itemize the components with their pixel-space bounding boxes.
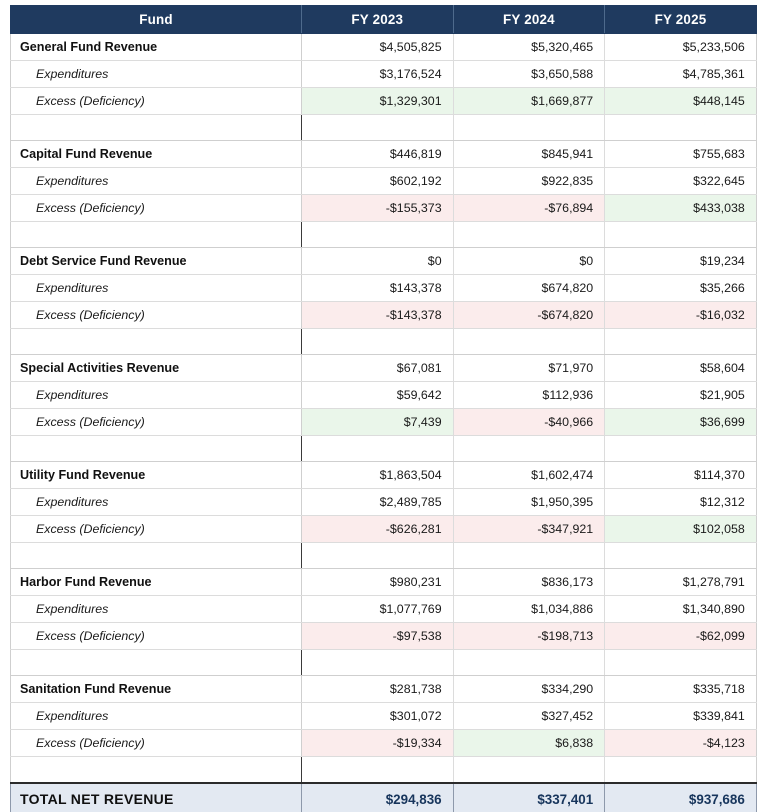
value-cell-fy2023[interactable]: $143,378 [302, 275, 454, 302]
value-cell-fy2024[interactable]: $334,290 [453, 676, 605, 703]
column-header-fund[interactable]: Fund [11, 6, 302, 34]
sub-row [11, 275, 757, 302]
value-cell-fy2024[interactable]: $1,669,877 [453, 88, 605, 115]
spacer-label-cell [11, 650, 302, 676]
table-body [11, 34, 757, 812]
spacer-row [11, 650, 757, 676]
spacer-value-cell [453, 650, 605, 676]
fund-row [11, 462, 757, 489]
spacer-value-cell [302, 329, 454, 355]
total-net-revenue-row [11, 783, 757, 812]
value-cell-fy2025[interactable]: $21,905 [605, 382, 757, 409]
sub-row [11, 596, 757, 623]
value-cell-fy2024[interactable]: $71,970 [453, 355, 605, 382]
value-cell-fy2025[interactable]: $102,058 [605, 516, 757, 543]
value-cell-fy2024[interactable]: $836,173 [453, 569, 605, 596]
value-cell-fy2023[interactable]: $3,176,524 [302, 61, 454, 88]
value-cell-fy2023[interactable]: -$19,334 [302, 730, 454, 757]
column-header-fy-2023[interactable]: FY 2023 [302, 6, 454, 34]
spacer-value-cell [302, 222, 454, 248]
value-cell-fy2024[interactable]: -$198,713 [453, 623, 605, 650]
value-cell-fy2024[interactable]: $5,320,465 [453, 34, 605, 61]
spacer-value-cell [605, 115, 757, 141]
value-cell-fy2024[interactable]: $6,838 [453, 730, 605, 757]
sub-row [11, 168, 757, 195]
value-cell-fy2025[interactable]: $35,266 [605, 275, 757, 302]
spacer-value-cell [302, 543, 454, 569]
value-cell-fy2025[interactable]: $448,145 [605, 88, 757, 115]
row-label[interactable]: Excess (Deficiency) [11, 623, 302, 650]
row-label[interactable]: Excess (Deficiency) [11, 409, 302, 436]
value-cell-fy2024[interactable]: $3,650,588 [453, 61, 605, 88]
value-cell-fy2023[interactable]: $1,863,504 [302, 462, 454, 489]
sub-row [11, 703, 757, 730]
spacer-value-cell [453, 757, 605, 784]
row-label[interactable]: Excess (Deficiency) [11, 88, 302, 115]
value-cell-fy2025[interactable]: $1,340,890 [605, 596, 757, 623]
spacer-value-cell [605, 543, 757, 569]
sub-row [11, 302, 757, 329]
value-cell-fy2025[interactable]: $339,841 [605, 703, 757, 730]
fund-row [11, 248, 757, 275]
value-cell-fy2023[interactable]: $1,329,301 [302, 88, 454, 115]
spacer-value-cell [605, 222, 757, 248]
value-cell-fy2023[interactable]: $0 [302, 248, 454, 275]
value-cell-fy2023[interactable]: $602,192 [302, 168, 454, 195]
column-header-fy-2025[interactable]: FY 2025 [605, 6, 757, 34]
spacer-row [11, 329, 757, 355]
value-cell-fy2024[interactable]: $674,820 [453, 275, 605, 302]
row-label[interactable]: Excess (Deficiency) [11, 195, 302, 222]
row-label[interactable]: Excess (Deficiency) [11, 302, 302, 329]
value-cell-fy2023[interactable]: $4,505,825 [302, 34, 454, 61]
value-cell-fy2025[interactable]: -$16,032 [605, 302, 757, 329]
sub-row [11, 409, 757, 436]
row-label[interactable]: Expenditures [11, 168, 302, 195]
row-label[interactable]: Utility Fund Revenue [11, 462, 302, 489]
value-cell-fy2024[interactable]: $0 [453, 248, 605, 275]
row-label[interactable]: Special Activities Revenue [11, 355, 302, 382]
fund-row [11, 569, 757, 596]
value-cell-fy2025[interactable]: $433,038 [605, 195, 757, 222]
value-cell-fy2024[interactable]: $1,950,395 [453, 489, 605, 516]
spacer-label-cell [11, 115, 302, 141]
spacer-row [11, 436, 757, 462]
spacer-value-cell [453, 543, 605, 569]
value-cell-fy2025[interactable]: $36,699 [605, 409, 757, 436]
spacer-row [11, 115, 757, 141]
spacer-value-cell [605, 436, 757, 462]
value-cell-fy2024[interactable]: -$347,921 [453, 516, 605, 543]
fund-row [11, 676, 757, 703]
header-row [11, 6, 757, 34]
spacer-value-cell [453, 436, 605, 462]
value-cell-fy2023[interactable]: $281,738 [302, 676, 454, 703]
fund-row [11, 34, 757, 61]
spacer-label-cell [11, 329, 302, 355]
sub-row [11, 623, 757, 650]
spacer-label-cell [11, 436, 302, 462]
value-cell-fy2024[interactable]: $327,452 [453, 703, 605, 730]
row-label[interactable]: TOTAL NET REVENUE [11, 783, 302, 812]
value-cell-fy2024[interactable]: $112,936 [453, 382, 605, 409]
value-cell-fy2024[interactable]: -$76,894 [453, 195, 605, 222]
fund-financial-summary-table [10, 5, 757, 812]
spacer-value-cell [605, 650, 757, 676]
fund-row [11, 141, 757, 168]
value-cell-fy2025[interactable]: $58,604 [605, 355, 757, 382]
row-label[interactable]: Expenditures [11, 489, 302, 516]
value-cell-fy2023[interactable]: -$155,373 [302, 195, 454, 222]
value-cell-fy2023[interactable]: -$97,538 [302, 623, 454, 650]
sub-row [11, 516, 757, 543]
row-label[interactable]: Expenditures [11, 61, 302, 88]
row-label[interactable]: Excess (Deficiency) [11, 730, 302, 757]
spacer-value-cell [453, 115, 605, 141]
value-cell-fy2023[interactable]: $294,836 [302, 783, 454, 812]
spacer-row [11, 222, 757, 248]
value-cell-fy2025[interactable]: $4,785,361 [605, 61, 757, 88]
value-cell-fy2025[interactable]: $335,718 [605, 676, 757, 703]
row-label[interactable]: Capital Fund Revenue [11, 141, 302, 168]
sub-row [11, 730, 757, 757]
value-cell-fy2023[interactable]: $1,077,769 [302, 596, 454, 623]
value-cell-fy2024[interactable]: -$40,966 [453, 409, 605, 436]
spacer-value-cell [302, 436, 454, 462]
fund-row [11, 355, 757, 382]
row-label[interactable]: Harbor Fund Revenue [11, 569, 302, 596]
value-cell-fy2025[interactable]: $12,312 [605, 489, 757, 516]
sub-row [11, 489, 757, 516]
spacer-value-cell [605, 757, 757, 784]
value-cell-fy2023[interactable]: $980,231 [302, 569, 454, 596]
row-label[interactable]: General Fund Revenue [11, 34, 302, 61]
row-label[interactable]: Expenditures [11, 596, 302, 623]
spacer-row [11, 757, 757, 784]
value-cell-fy2023[interactable]: $446,819 [302, 141, 454, 168]
value-cell-fy2023[interactable]: $2,489,785 [302, 489, 454, 516]
sub-row [11, 61, 757, 88]
spacer-value-cell [605, 329, 757, 355]
sub-row [11, 195, 757, 222]
value-cell-fy2024[interactable]: -$674,820 [453, 302, 605, 329]
value-cell-fy2024[interactable]: $922,835 [453, 168, 605, 195]
spacer-value-cell [302, 650, 454, 676]
value-cell-fy2025[interactable]: $755,683 [605, 141, 757, 168]
spacer-value-cell [453, 222, 605, 248]
value-cell-fy2025[interactable]: -$62,099 [605, 623, 757, 650]
value-cell-fy2024[interactable]: $1,034,886 [453, 596, 605, 623]
sub-row [11, 88, 757, 115]
spacer-value-cell [302, 115, 454, 141]
row-label[interactable]: Expenditures [11, 275, 302, 302]
value-cell-fy2024[interactable]: $845,941 [453, 141, 605, 168]
value-cell-fy2025[interactable]: $1,278,791 [605, 569, 757, 596]
value-cell-fy2024[interactable]: $337,401 [453, 783, 605, 812]
value-cell-fy2023[interactable]: $7,439 [302, 409, 454, 436]
value-cell-fy2025[interactable]: $937,686 [605, 783, 757, 812]
spacer-value-cell [453, 329, 605, 355]
spacer-label-cell [11, 222, 302, 248]
value-cell-fy2023[interactable]: $301,072 [302, 703, 454, 730]
value-cell-fy2025[interactable]: $322,645 [605, 168, 757, 195]
value-cell-fy2025[interactable]: $5,233,506 [605, 34, 757, 61]
value-cell-fy2025[interactable]: $19,234 [605, 248, 757, 275]
value-cell-fy2023[interactable]: -$143,378 [302, 302, 454, 329]
value-cell-fy2025[interactable]: $114,370 [605, 462, 757, 489]
column-header-fy-2024[interactable]: FY 2024 [453, 6, 605, 34]
spacer-label-cell [11, 543, 302, 569]
value-cell-fy2023[interactable]: $59,642 [302, 382, 454, 409]
row-label[interactable]: Expenditures [11, 382, 302, 409]
spacer-value-cell [302, 757, 454, 784]
spacer-row [11, 543, 757, 569]
value-cell-fy2023[interactable]: $67,081 [302, 355, 454, 382]
row-label[interactable]: Sanitation Fund Revenue [11, 676, 302, 703]
sub-row [11, 382, 757, 409]
value-cell-fy2023[interactable]: -$626,281 [302, 516, 454, 543]
row-label[interactable]: Expenditures [11, 703, 302, 730]
value-cell-fy2025[interactable]: -$4,123 [605, 730, 757, 757]
table-header [11, 6, 757, 34]
row-label[interactable]: Debt Service Fund Revenue [11, 248, 302, 275]
value-cell-fy2024[interactable]: $1,602,474 [453, 462, 605, 489]
spacer-label-cell [11, 757, 302, 784]
row-label[interactable]: Excess (Deficiency) [11, 516, 302, 543]
